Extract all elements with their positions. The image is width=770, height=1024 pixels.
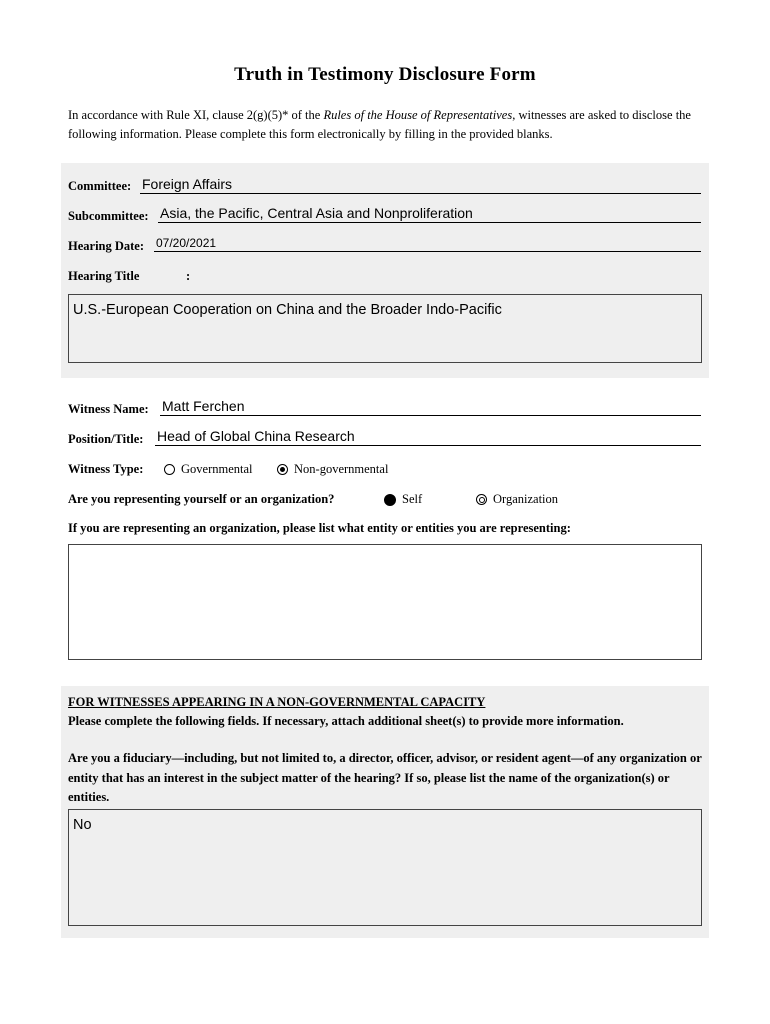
organization-option-label: Organization [493, 492, 559, 506]
position-title-label: Position/Title: [68, 432, 144, 446]
hearing-title-label: Hearing Title [68, 269, 140, 283]
governmental-option-label: Governmental [181, 462, 253, 476]
witness-type-governmental[interactable] [164, 462, 253, 477]
fiduciary-question: Are you a fiduciary—including, but not limited to, a director, officer, advisor, or resident agent—of any organization or entity that has an interest in the subject matter of the hearing? If so, please list the name of the organization(s) or entities. [68, 751, 702, 804]
entities-field[interactable] [68, 544, 702, 660]
witness-name-field[interactable] [160, 396, 701, 416]
hearing-title-colon: : [186, 269, 191, 283]
subcommittee-label: Subcommittee: [68, 209, 149, 223]
intro-text-2: , witnesses are asked to disclose the following information. Please complete this form electronically by filling in the provided blanks. [68, 108, 691, 141]
intro-rules-italic: Rules of the House of Representatives [323, 108, 513, 122]
position-title-value: Head of Global China Research [157, 428, 355, 444]
representing-self-option[interactable] [384, 492, 422, 507]
intro-paragraph [68, 106, 718, 144]
hearing-title-field[interactable] [68, 294, 702, 363]
intro-text-1: In accordance with Rule XI, clause 2(g)(5)* of the [68, 108, 324, 122]
hearing-date-label: Hearing Date: [68, 239, 145, 253]
fiduciary-answer-value: No [73, 817, 92, 833]
non-governmental-option-label: Non-governmental [294, 462, 389, 476]
committee-label: Committee: [68, 179, 132, 193]
radio-unselected-icon[interactable] [164, 464, 175, 475]
radio-filled-icon[interactable] [384, 494, 396, 506]
witness-name-value: Matt Ferchen [162, 398, 245, 414]
form-title: Truth in Testimony Disclosure Form [234, 64, 536, 85]
entities-label: If you are representing an organization, please list what entity or entities you are representing: [68, 521, 571, 535]
hearing-title-value: U.S.-European Cooperation on China and the Broader Indo-Pacific [73, 302, 502, 318]
hearing-date-field[interactable] [154, 232, 701, 252]
committee-field[interactable] [140, 174, 701, 194]
fiduciary-answer-field[interactable] [68, 809, 702, 926]
witness-type-label: Witness Type: [68, 462, 144, 476]
self-option-label: Self [402, 492, 423, 506]
position-title-field[interactable] [155, 426, 701, 446]
radio-selected-icon[interactable] [277, 464, 288, 475]
subcommittee-field[interactable] [158, 203, 701, 223]
representing-label: Are you representing yourself or an organization? [68, 492, 335, 506]
representing-organization-option[interactable] [476, 492, 558, 507]
non-governmental-heading: FOR WITNESSES APPEARING IN A NON-GOVERNMENTAL CAPACITY [68, 695, 486, 709]
hearing-date-value: 07/20/2021 [156, 236, 217, 250]
radio-ring-icon[interactable] [476, 494, 487, 505]
subcommittee-value: Asia, the Pacific, Central Asia and Nonproliferation [160, 205, 473, 221]
witness-type-non-governmental[interactable] [277, 462, 388, 477]
witness-name-label: Witness Name: [68, 402, 149, 416]
non-governmental-instruction: Please complete the following fields. If necessary, attach additional sheet(s) to provide more information. [68, 714, 624, 728]
committee-value: Foreign Affairs [142, 176, 233, 192]
